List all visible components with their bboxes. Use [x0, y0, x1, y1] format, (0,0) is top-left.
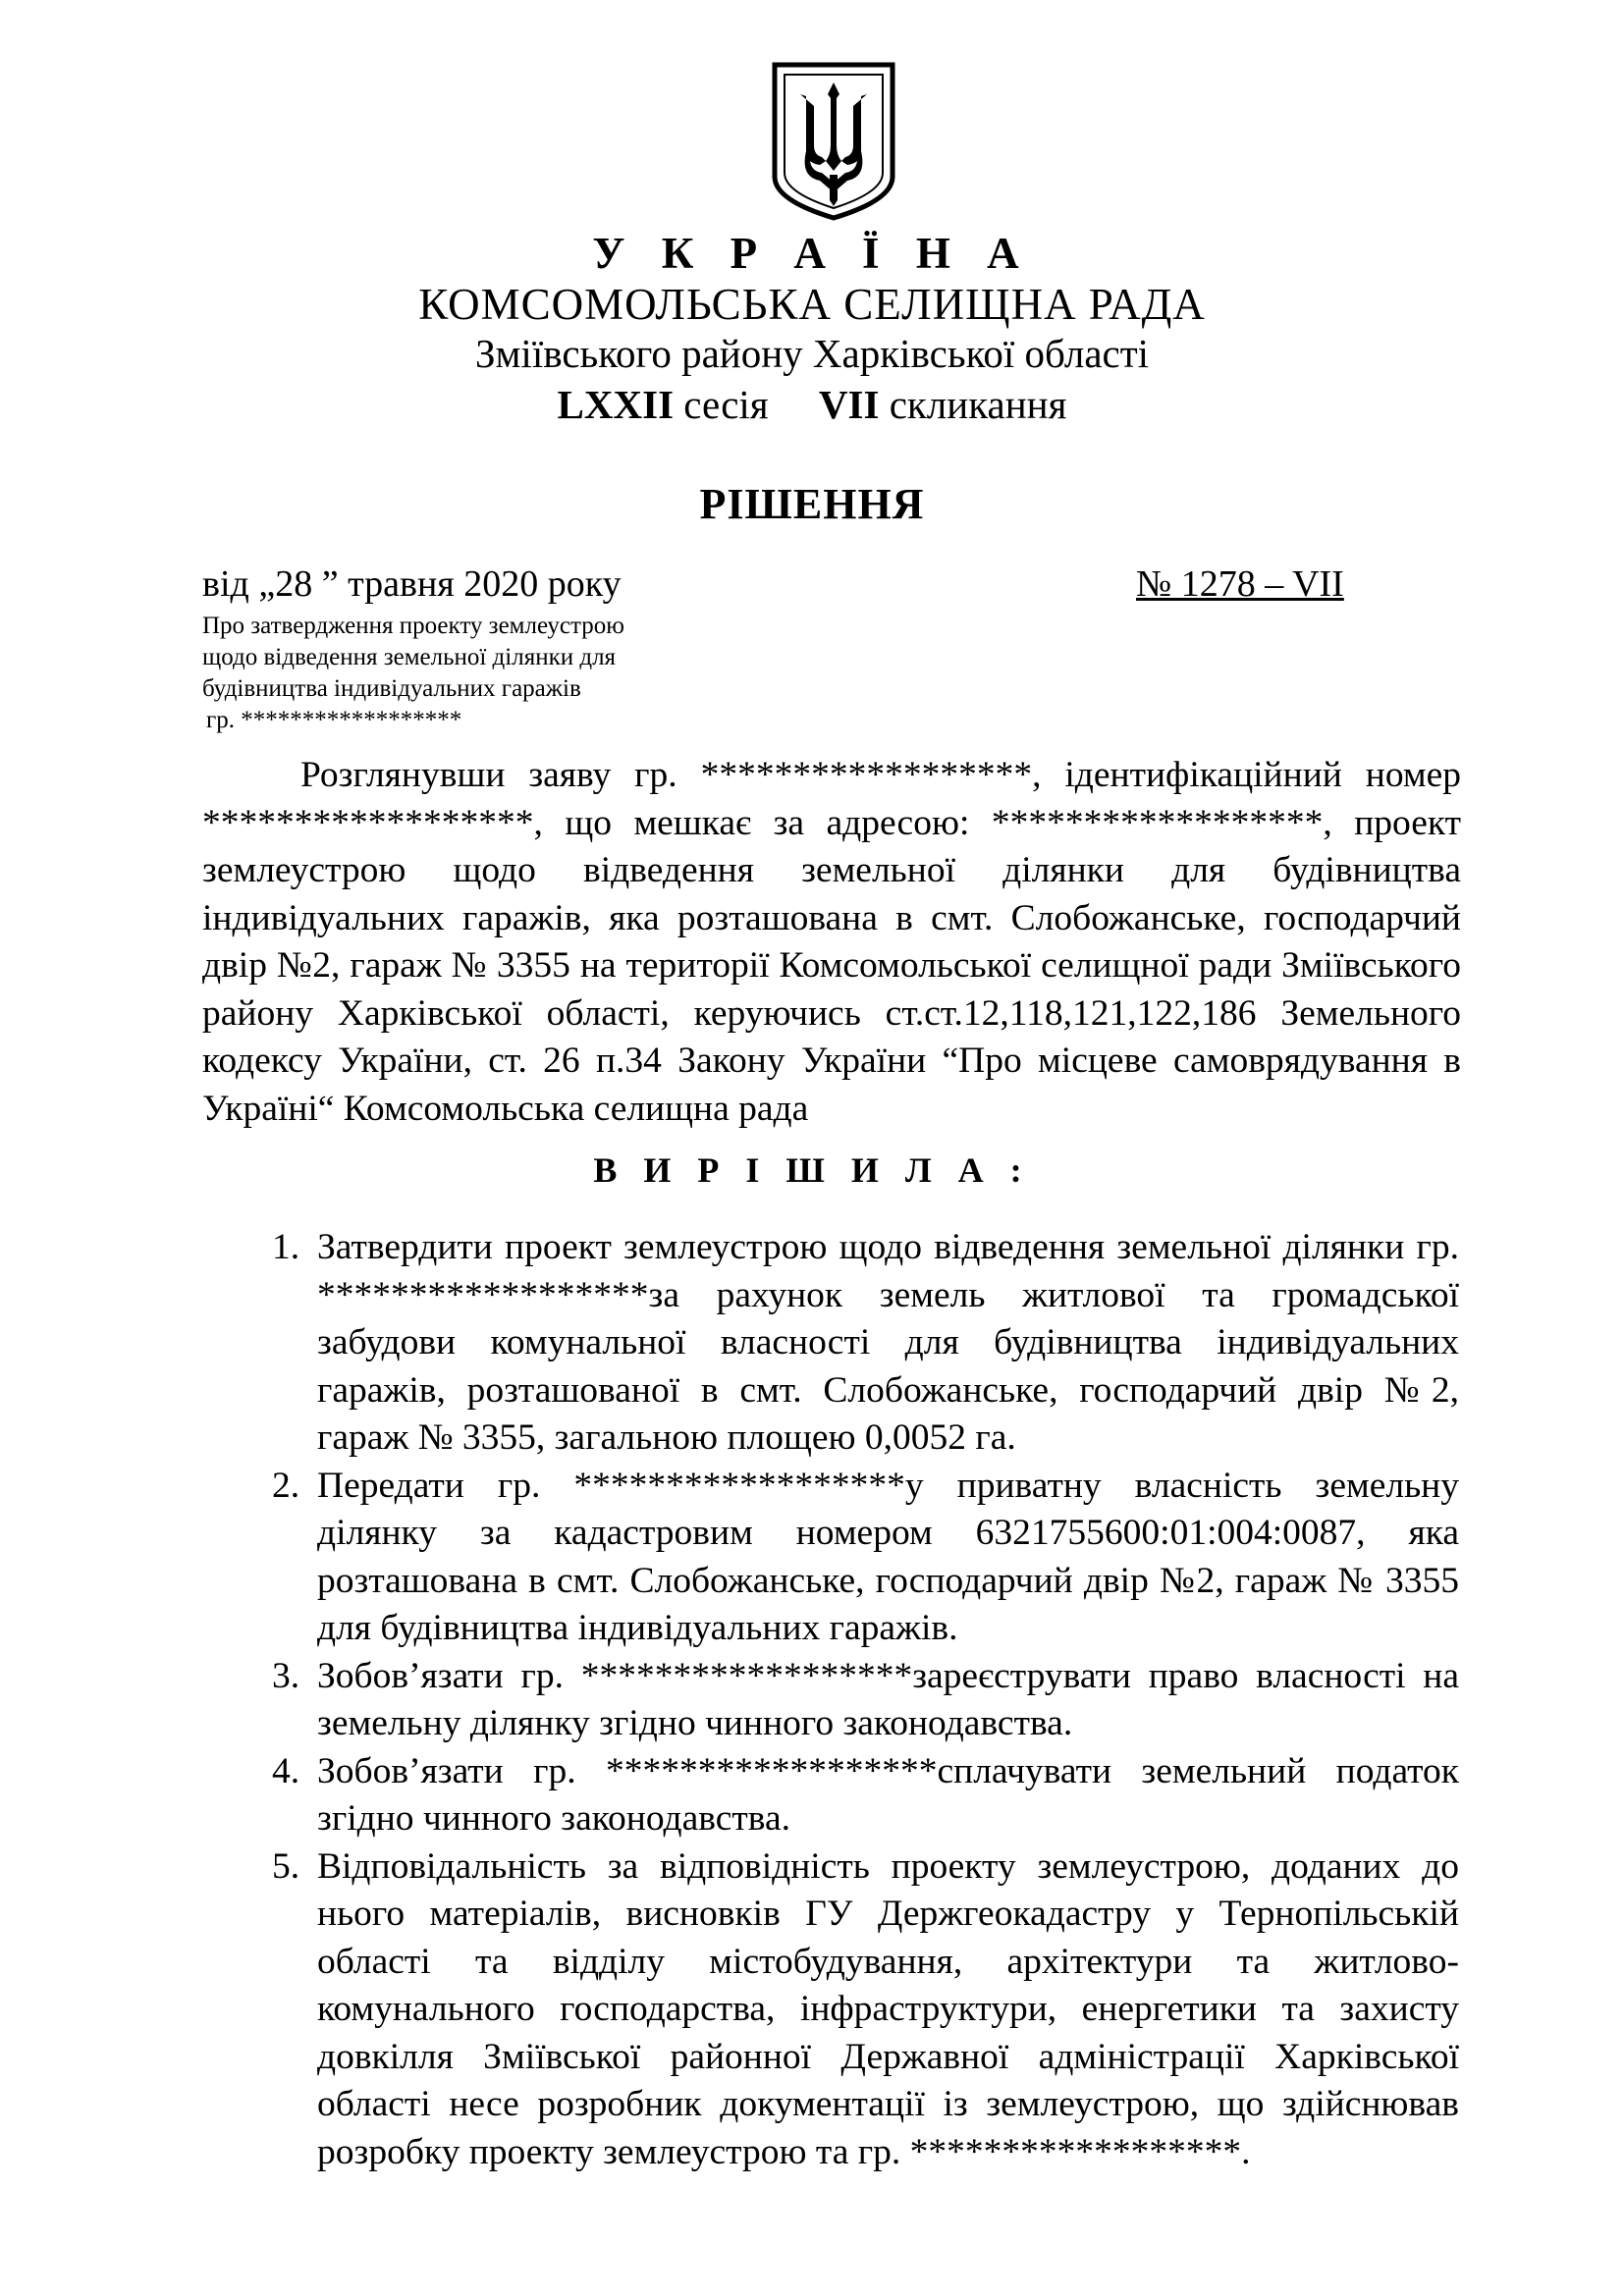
item-text: Зобов’язати гр. ******************сплачувати земельний податок згідно чинного законодавства. — [317, 1750, 1459, 1839]
list-item — [272, 1463, 1459, 1653]
item-text: Затвердити проект землеустрою щодо відведення земельної ділянки гр. ******************за рахунок земель житлової та громадської забудови комунальної власності для будівництва індивідуальних гаражів, розташованої в смт. Слобожанське, господарчий двір №2, гараж № 3355, загальною площею 0,0052 га. — [317, 1227, 1459, 1458]
list-item — [272, 1224, 1459, 1463]
item-number: 3. — [272, 1655, 300, 1696]
list-item — [272, 1748, 1459, 1843]
decision-items-list — [272, 1224, 1459, 2176]
decision-subject — [202, 611, 791, 736]
decision-title: РІШЕННЯ — [699, 480, 925, 528]
resolved-heading: В И Р І Ш И Л А : — [593, 1150, 1031, 1190]
item-text: Передати гр. ******************у приватну власність земельну ділянку за кадастровим номером 6321755600:01:004:0087, яка розташована в смт. Слобожанське, господарчий двір №2, гараж № 3355 для будівництва індивідуальних гаражів. — [317, 1465, 1459, 1648]
convocation-word: скликання — [889, 382, 1067, 427]
session-word: сесія — [683, 382, 769, 427]
council-name: КОМСОМОЛЬСЬКА СЕЛИЩНА РАДА — [418, 280, 1206, 329]
item-number: 1. — [272, 1227, 300, 1267]
subject-line: будівництва індивідуальних гаражів — [202, 675, 581, 702]
list-item — [272, 1653, 1459, 1748]
decision-date: від „28 ” травня 2020 року — [202, 563, 622, 605]
list-item — [272, 1843, 1459, 2177]
session-number: LXXII — [557, 382, 675, 427]
item-number: 5. — [272, 1845, 300, 1887]
coat-of-arms-icon — [771, 61, 896, 222]
subject-line: Про затвердження проекту землеустрою — [202, 613, 624, 639]
item-text: Зобов’язати гр. ******************зареєструвати право власності на земельну ділянку згідно чинного законодавства. — [317, 1655, 1459, 1743]
session-line — [0, 382, 1624, 427]
country-title: У К Р А Ї Н А — [592, 229, 1032, 278]
subject-line: гр. ****************** — [206, 707, 462, 733]
convocation-number: VII — [818, 382, 880, 427]
district-line: Зміївського району Харківської області — [474, 331, 1150, 376]
subject-line: щодо відведення земельної ділянки для — [202, 644, 617, 670]
preamble-paragraph: Розглянувши заяву гр. ******************, ідентифікаційний номер ******************, що мешкає за адресою: ******************, проект землеустрою щодо відведення земельної ділянки для будівництва індивідуальних гаражів, яка розташована в смт. Слобожанське, господарчий двір №2, гараж № 3355 на території Комсомольської селищної ради Зміївського району Харківської області, керуючись ст.ст.12,118,121,122,186 Земельного кодексу України, ст. 26 п.34 Закону України “Про місцеве самоврядування в Україні“ Комсомольська селищна рада — [202, 755, 1461, 1129]
item-number: 4. — [272, 1750, 300, 1791]
item-number: 2. — [272, 1465, 300, 1506]
decision-number: № 1278 – VII — [1136, 563, 1344, 605]
item-text: Відповідальність за відповідність проекту землеустрою, доданих до нього матеріалів, висновків ГУ Держгеокадастру у Тернопільській області та відділу містобудування, архітектури та житлово-комунального господарства, інфраструктури, енергетики та захисту довкілля Зміївської районної Державної адміністрації Харківської області несе розробник документації із землеустрою, що здійснював розробку проекту землеустрою та гр. ******************. — [317, 1845, 1459, 2172]
